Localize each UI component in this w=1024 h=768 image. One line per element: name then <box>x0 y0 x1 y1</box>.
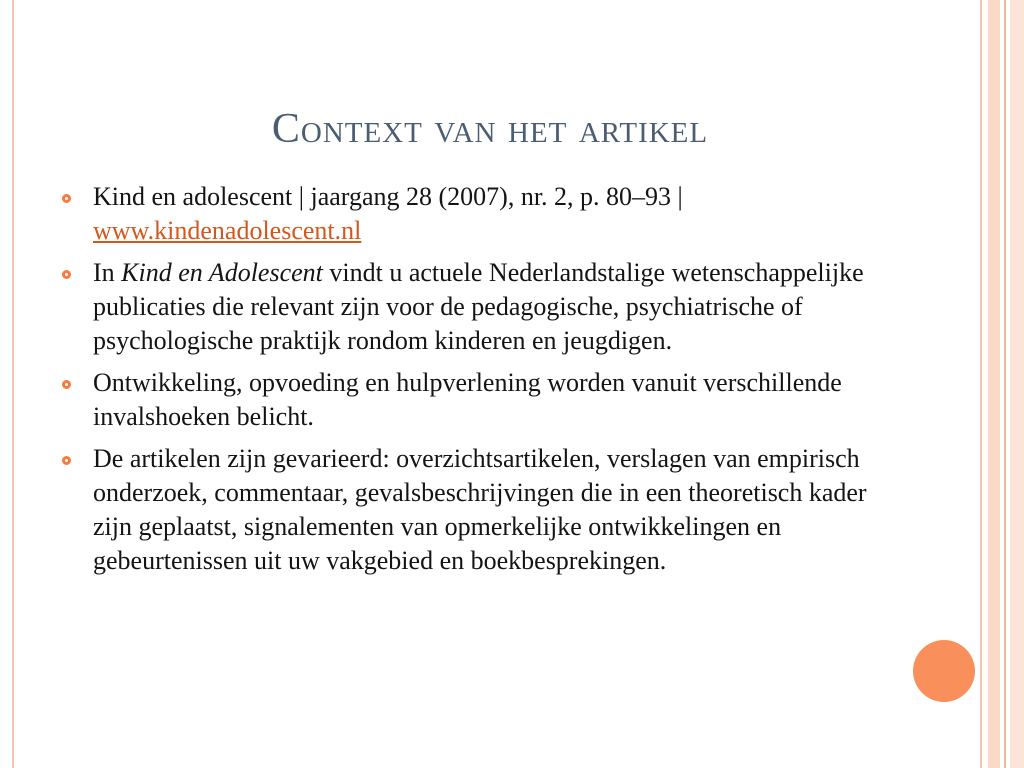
bullet-text: Kind en adolescent | jaargang 28 (2007), nr. 2, p. 80–93 | <box>93 182 683 211</box>
bullet-text: De artikelen zijn gevarieerd: overzichtsartikelen, verslagen van empirisch onderzoek, commentaar, gevalsbeschrijvingen die in een theoretisch kader zijn geplaatst, signalementen van opmerkelijke ontwikkelingen en gebeurtenissen uit uw vakgebied en boekbesprekingen. <box>93 444 867 575</box>
bullet-item-journal <box>62 180 882 248</box>
bullet-text: Ontwikkeling, opvoeding en hulpverlening worden vanuit verschillende invalshoeken belicht. <box>93 368 842 431</box>
website-link[interactable]: www.kindenadolescent.nl <box>93 216 362 245</box>
bullet-item-topics <box>62 366 882 434</box>
stripe <box>988 0 1000 768</box>
bullet-icon <box>62 270 71 279</box>
bullet-icon <box>62 456 71 465</box>
left-border-line <box>12 0 14 768</box>
bullet-suffix: vindt u actuele Nederlandstalige wetenschappelijke publicaties die relevant zijn voor de pedagogische, psychiatrische of psychologische praktijk rondom kinderen en jeugdigen. <box>93 258 864 355</box>
right-decorative-stripes <box>980 0 1024 768</box>
bullet-list <box>62 180 882 586</box>
bullet-item-intro <box>62 256 882 358</box>
bullet-icon <box>62 380 71 389</box>
accent-circle <box>913 640 975 702</box>
stripe <box>980 0 982 768</box>
bullet-prefix: In <box>93 258 122 287</box>
bullet-icon <box>62 194 71 203</box>
slide-title: Context van het artikel <box>271 106 709 152</box>
bullet-item-article-types <box>62 442 882 578</box>
journal-name-italic: Kind en Adolescent <box>121 258 323 287</box>
stripe <box>1004 0 1006 768</box>
stripe <box>1010 0 1024 768</box>
